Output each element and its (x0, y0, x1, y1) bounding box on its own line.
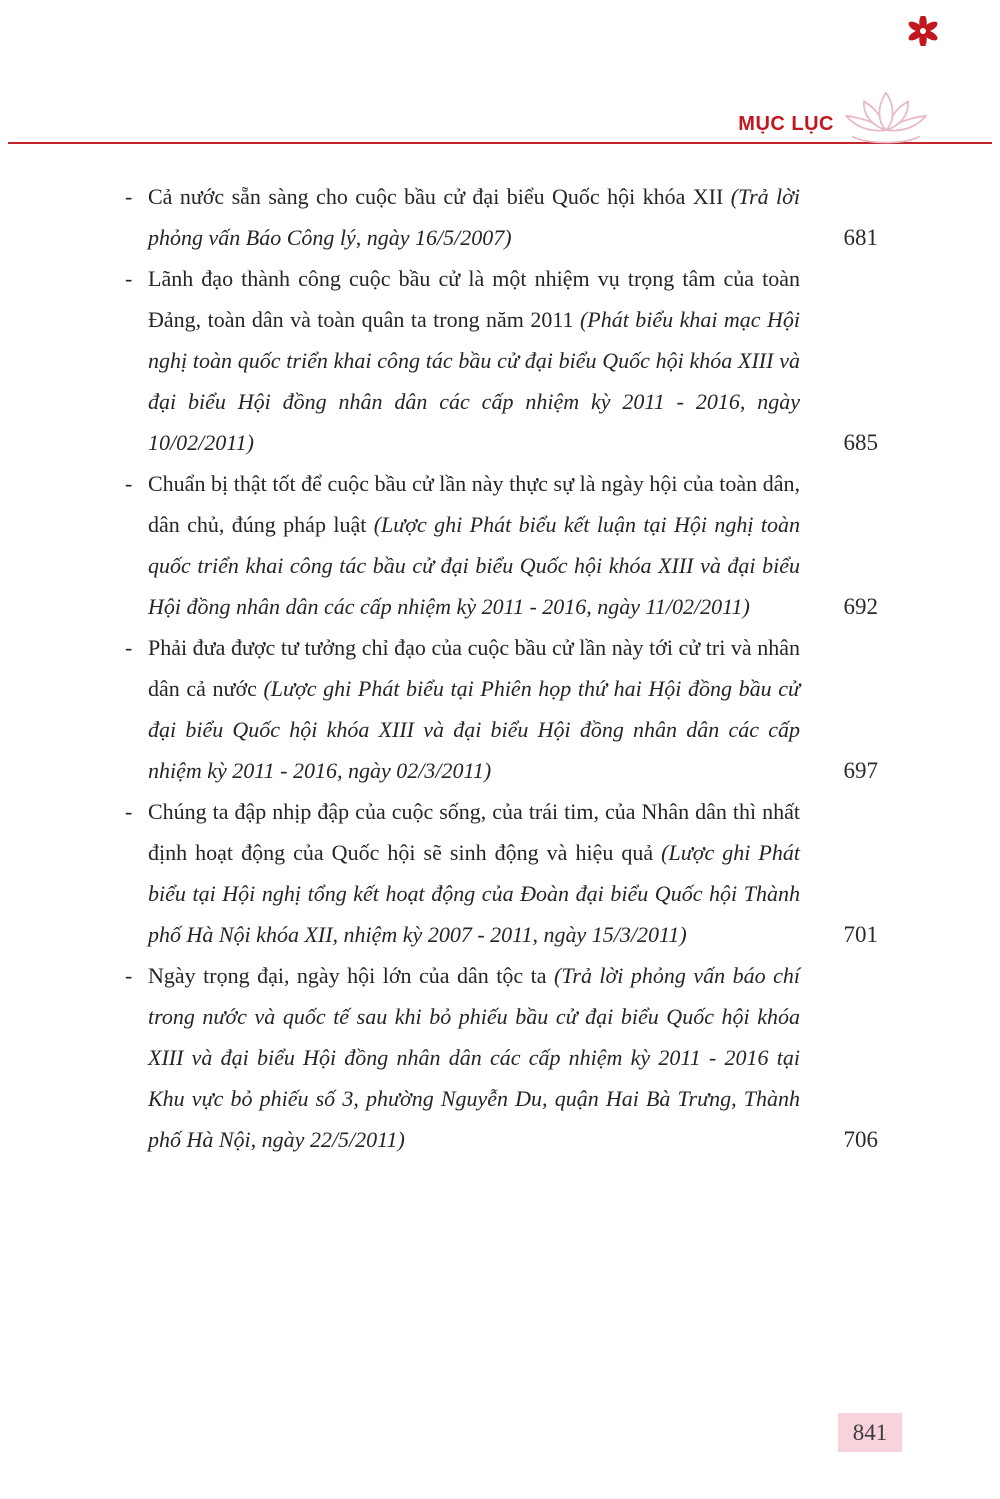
entry-title-text: Lãnh đạo thành công cuộc bầu cử là một nhiệm vụ trọng tâm của toàn Đảng, toàn dân và toàn quân ta trong năm 2011 (148, 266, 800, 332)
entry-marker: - (125, 635, 133, 660)
entry-page-number: 692 (843, 594, 878, 619)
toc-entry (125, 258, 878, 463)
entry-marker: - (125, 266, 133, 291)
entry-source-italic: (Trả lời phỏng vấn Báo Công lý, ngày 16/5/2007) (148, 184, 801, 250)
toc-entries (125, 176, 878, 1160)
entry-title (148, 184, 800, 250)
entry-page-number: 697 (843, 758, 878, 783)
lotus-icon (830, 86, 942, 150)
entry-marker: - (125, 963, 133, 988)
entry-title-text: Ngày trọng đại, ngày hội lớn của dân tộc ta (148, 963, 555, 988)
toc-entry (125, 627, 878, 791)
entry-source-italic: (Lược ghi Phát biểu tại Phiên họp thứ hai Hội đồng bầu cử đại biểu Quốc hội khóa XIII và đại biểu Hội đồng nhân dân các cấp nhiệm kỳ 2011 - 2016, ngày 02/3/2011) (148, 676, 800, 783)
toc-entry (125, 955, 878, 1160)
entry-title (148, 963, 800, 1152)
entry-source-italic: (Lược ghi Phát biểu kết luận tại Hội nghị toàn quốc triển khai công tác bầu cử đại biểu Quốc hội khóa XIII và đại biểu Hội đồng nhân dân các cấp nhiệm kỳ 2011 - 2016, ngày 11/02/2011) (148, 512, 800, 619)
entry-source-italic: (Lược ghi Phát biểu tại Hội nghị tổng kết hoạt động của Đoàn đại biểu Quốc hội Thành phố Hà Nội khóa XII, nhiệm kỳ 2007 - 2011, ngày 15/3/2011) (148, 840, 800, 947)
entry-title-text: Cả nước sẵn sàng cho cuộc bầu cử đại biểu Quốc hội khóa XII (148, 184, 731, 209)
page-header-title: MỤC LỤC (738, 113, 834, 135)
entry-marker: - (125, 471, 133, 496)
red-flower-icon (908, 16, 938, 46)
toc-entry (125, 791, 878, 955)
entry-title (148, 266, 800, 455)
entry-page-number: 706 (843, 1127, 878, 1152)
toc-entry (125, 463, 878, 627)
entry-title (148, 635, 800, 783)
entry-marker: - (125, 184, 133, 209)
entry-title-text: Phải đưa được tư tưởng chỉ đạo của cuộc bầu cử lần này tới cử tri và nhân dân cả nước (148, 635, 800, 701)
entry-marker: - (125, 799, 133, 824)
entry-title-text: Chúng ta đập nhịp đập của cuộc sống, của trái tim, của Nhân dân thì nhất định hoạt động của Quốc hội sẽ sinh động và hiệu quả (148, 799, 800, 865)
entry-title-text: Chuẩn bị thật tốt để cuộc bầu cử lần này thực sự là ngày hội của toàn dân, dân chủ, đúng pháp luật (148, 471, 800, 537)
entry-title (148, 799, 800, 947)
entry-source-italic: (Phát biểu khai mạc Hội nghị toàn quốc triển khai công tác bầu cử đại biểu Quốc hội khóa XIII và đại biểu Hội đồng nhân dân các cấp nhiệm kỳ 2011 - 2016, ngày 10/02/2011) (148, 307, 800, 455)
entry-page-number: 701 (843, 922, 878, 947)
entry-source-italic: (Trả lời phỏng vấn báo chí trong nước và quốc tế sau khi bỏ phiếu bầu cử đại biểu Quốc hội khóa XIII và đại biểu Hội đồng nhân dân các cấp nhiệm kỳ 2011 - 2016 tại Khu vực bỏ phiếu số 3, phường Nguyễn Du, quận Hai Bà Trưng, Thành phố Hà Nội, ngày 22/5/2011) (148, 963, 800, 1152)
entry-page-number: 681 (843, 225, 878, 250)
folio-page-number: 841 (838, 1413, 902, 1452)
entry-page-number: 685 (843, 430, 878, 455)
entry-title (148, 471, 800, 619)
toc-entry (125, 176, 878, 258)
